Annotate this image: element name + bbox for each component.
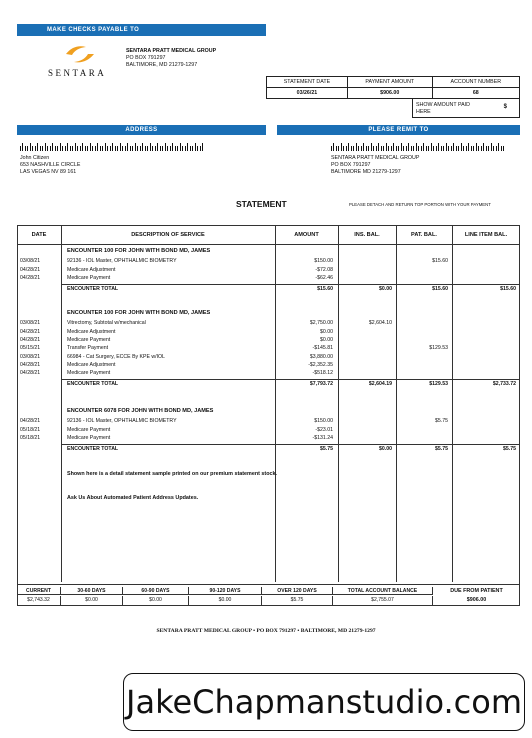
line-description: Medicare Payment: [67, 336, 111, 343]
line-amount: -$131.24: [312, 434, 333, 441]
encounter-total-line: $2,733.72: [492, 381, 516, 388]
line-amount: -$62.46: [315, 274, 333, 281]
line-ins-bal: [338, 354, 392, 361]
encounter-title: ENCOUNTER 6078 FOR JOHN WITH BOND MD, JAMES: [67, 408, 214, 414]
line-description: Medicare Payment: [67, 370, 111, 377]
line-description: 92136 - IOL Master, OPHTHALMIC BIOMETRY: [67, 258, 177, 265]
line-pat-bal: [396, 329, 448, 336]
encounter-total-pat: $5.75: [435, 446, 448, 453]
line-date: 04/28/21: [20, 336, 41, 343]
line-amount: -$72.08: [315, 266, 333, 273]
encounter-total-rule: [61, 444, 520, 445]
payee-address: [126, 48, 216, 69]
line-amount: $3,880.00: [309, 353, 333, 360]
payment-amount-label: PAYMENT AMOUNT: [347, 77, 432, 88]
aging-value: $0.00: [123, 596, 189, 605]
encounter-total-line: $15.60: [500, 286, 516, 293]
line-pat-bal: [396, 337, 448, 344]
due-from-patient-label: DUE FROM PATIENT: [450, 588, 503, 594]
table-header-divider: [17, 244, 520, 245]
encounter-total-ins: $2,604.19: [368, 381, 392, 388]
line-description: Medicare Adjustment: [67, 328, 116, 335]
encounter-total-pat: $15.60: [432, 286, 448, 293]
col-divider: [61, 225, 62, 582]
line-ins-bal: [338, 345, 392, 352]
line-description: Medicare Payment: [67, 426, 111, 433]
patient-city: LAS VEGAS NV 89 161: [20, 169, 77, 175]
statement-date-label: STATEMENT DATE: [267, 77, 348, 88]
col-header-pat-bal: PAT. BAL.: [411, 232, 437, 238]
encounter-title: ENCOUNTER 100 FOR JOHN WITH BOND MD, JAMES: [67, 310, 211, 316]
statement-date-value: 03/26/21: [267, 88, 348, 99]
line-amount: -$145.81: [312, 345, 333, 352]
line-ins-bal: [338, 427, 392, 434]
encounter-total-label: ENCOUNTER TOTAL: [67, 446, 119, 453]
payee-box: PO BOX 791297: [126, 55, 166, 61]
col-divider: [452, 225, 453, 582]
sentara-logo: [44, 44, 119, 80]
line-date: 05/18/21: [20, 434, 41, 441]
remit-city: BALTIMORE MD 21279-1297: [331, 169, 401, 175]
line-amount: -$518.12: [312, 370, 333, 377]
line-description: Medicare Adjustment: [67, 361, 116, 368]
line-pat-bal: [396, 354, 448, 361]
encounter-total-label: ENCOUNTER TOTAL: [67, 381, 119, 388]
line-pat-bal: [396, 370, 448, 377]
line-date: 04/28/21: [20, 328, 41, 335]
show-amount-box[interactable]: [412, 98, 520, 118]
encounter-total-rule: [61, 284, 520, 285]
encounter-total-amount: $5.75: [320, 446, 333, 453]
line-date: 04/28/21: [20, 274, 41, 281]
account-number-value: 68: [432, 88, 519, 99]
encounter-total-ins: $0.00: [379, 446, 392, 453]
address-bar: [17, 125, 266, 135]
payee-name: SENTARA PRATT MEDICAL GROUP: [126, 48, 217, 54]
line-pat-bal: [396, 320, 448, 327]
note-line-2: Ask Us About Automated Patient Address Updates.: [67, 495, 199, 501]
payment-amount-value: $906.00: [347, 88, 432, 99]
show-amount-value: $: [503, 104, 507, 110]
encounter-total-rule: [61, 379, 520, 380]
line-date: 05/15/21: [20, 345, 41, 352]
aging-value: $2,743.32: [17, 596, 61, 605]
line-ins-bal: [338, 370, 392, 377]
col-header-line-item-bal: LINE ITEM BAL.: [464, 232, 508, 238]
line-ins-bal: $2,604.10: [368, 320, 392, 327]
line-date: 03/08/21: [20, 320, 41, 327]
logo-swoosh-icon: [64, 44, 96, 66]
line-description: Vitrectomy, Subtotal w/mechanical: [67, 320, 146, 327]
line-ins-bal: [338, 435, 392, 442]
address-label: ADDRESS: [125, 127, 158, 133]
col-header-ins-bal: INS. BAL.: [354, 232, 380, 238]
line-amount: $2,750.00: [309, 320, 333, 327]
remit-bar: [277, 125, 520, 135]
line-pat-bal: [396, 267, 448, 274]
col-header-date: DATE: [31, 232, 47, 238]
encounter-total-amount: $7,793.72: [309, 381, 333, 388]
line-pat-bal: [396, 435, 448, 442]
encounter-total-line: $5.75: [503, 446, 516, 453]
line-amount: $150.00: [314, 258, 333, 265]
line-description: Medicare Payment: [67, 274, 111, 281]
aging-header: OVER 120 DAYS: [262, 587, 333, 595]
line-amount: $0.00: [320, 328, 333, 335]
line-pat-bal: [396, 362, 448, 369]
aging-header: 30-60 DAYS: [61, 587, 123, 595]
address-barcode-icon: [20, 143, 210, 151]
payee-city: BALTIMORE, MD 21279-1297: [126, 62, 198, 68]
line-description: 92136 - IOL Master, OPHTHALMIC BIOMETRY: [67, 418, 177, 425]
line-ins-bal: [338, 337, 392, 344]
watermark: JakeChapmanstudio.com: [123, 673, 525, 731]
line-amount: -$2,352.35: [308, 361, 333, 368]
col-header-amount: AMOUNT: [294, 232, 319, 238]
encounter-total-ins: $0.00: [379, 286, 392, 293]
footer-address: SENTARA PRATT MEDICAL GROUP • PO BOX 791297 • BALTIMORE, MD 21279-1297: [156, 628, 376, 634]
line-ins-bal: [338, 418, 392, 425]
line-ins-bal: [338, 275, 392, 282]
aging-header: TOTAL ACCOUNT BALANCE: [333, 587, 433, 595]
line-description: Transfer Payment: [67, 345, 109, 352]
aging-header: 90-120 DAYS: [189, 587, 262, 595]
remit-label: PLEASE REMIT TO: [368, 127, 429, 133]
line-amount: -$23.01: [315, 426, 333, 433]
show-amount-label: SHOW AMOUNT PAID HERE: [416, 102, 470, 115]
aging-value: $0.00: [189, 596, 262, 605]
checks-payable-bar: [17, 24, 266, 36]
encounter-total-label: ENCOUNTER TOTAL: [67, 286, 119, 293]
line-date: 04/28/21: [20, 418, 41, 425]
line-date: 03/08/21: [20, 353, 41, 360]
statement-table: [17, 225, 520, 606]
patient-street: 653 NASHVILLE CIRCLE: [20, 162, 81, 168]
remit-address: [331, 155, 419, 176]
aging-value: $5.75: [262, 596, 333, 605]
line-description: 66984 - Cat Surgery, ECCE By KPE w/IOL: [67, 353, 165, 360]
line-date: 05/18/21: [20, 426, 41, 433]
line-ins-bal: [338, 329, 392, 336]
due-from-patient-value: $906.00: [466, 597, 487, 603]
encounter-total-pat: $129.53: [429, 381, 448, 388]
patient-name: John Citizen: [20, 155, 50, 161]
line-amount: $0.00: [320, 336, 333, 343]
aging-header: CURRENT: [17, 587, 61, 595]
line-pat-bal: [396, 427, 448, 434]
line-ins-bal: [338, 258, 392, 265]
line-date: 03/08/21: [20, 258, 41, 265]
remit-name: SENTARA PRATT MEDICAL GROUP: [331, 155, 420, 161]
encounter-total-amount: $15.60: [317, 286, 333, 293]
aging-value: $0.00: [61, 596, 123, 605]
line-date: 04/28/21: [20, 370, 41, 377]
remit-barcode-icon: [331, 143, 511, 151]
detach-note: PLEASE DETACH AND RETURN TOP PORTION WITH YOUR PAYMENT: [349, 202, 491, 207]
logo-text: SENTARA: [48, 68, 107, 78]
col-header-description: DESCRIPTION OF SERVICE: [131, 232, 205, 238]
line-pat-bal: $15.60: [432, 258, 448, 265]
line-amount: $150.00: [314, 418, 333, 425]
note-line-1: Shown here is a detail statement sample printed on our premium statement stock.: [67, 471, 277, 477]
encounter-title: ENCOUNTER 100 FOR JOHN WITH BOND MD, JAMES: [67, 248, 211, 254]
remit-box: PO BOX 791297: [331, 162, 371, 168]
line-ins-bal: [338, 267, 392, 274]
line-pat-bal: $5.75: [435, 418, 448, 425]
line-description: Medicare Adjustment: [67, 266, 116, 273]
line-pat-bal: $129.53: [429, 345, 448, 352]
aging-value: $2,755.07: [333, 596, 433, 605]
line-pat-bal: [396, 275, 448, 282]
line-description: Medicare Payment: [67, 434, 111, 441]
line-date: 04/28/21: [20, 266, 41, 273]
line-ins-bal: [338, 362, 392, 369]
account-number-label: ACCOUNT NUMBER: [432, 77, 519, 88]
checks-payable-label: MAKE CHECKS PAYABLE TO: [47, 27, 140, 33]
aging-header: 60-90 DAYS: [123, 587, 189, 595]
statement-title: STATEMENT: [236, 199, 287, 209]
statement-summary-table: [266, 76, 520, 99]
patient-address: [20, 155, 80, 176]
line-date: 04/28/21: [20, 361, 41, 368]
